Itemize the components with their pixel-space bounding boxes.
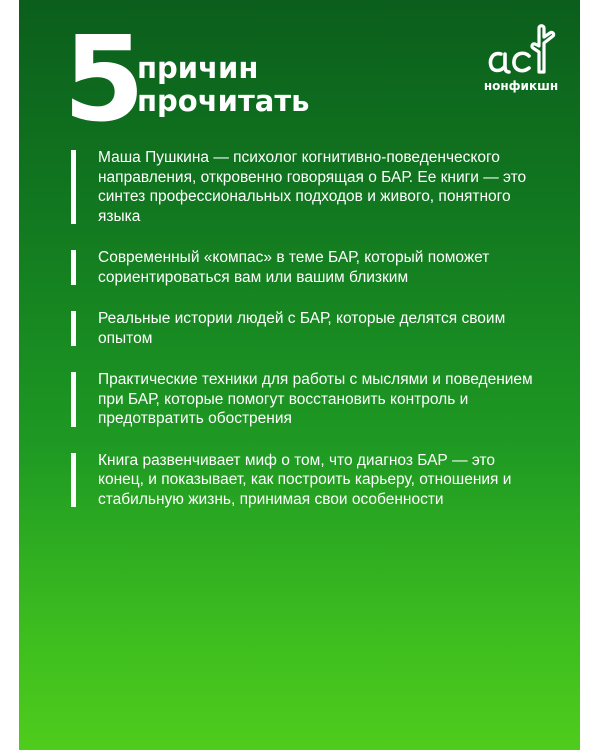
reason-text: Реальные истории людей с БАР, которые делятся своим опытом — [98, 310, 506, 347]
reason-item-3 — [71, 309, 541, 348]
publisher-logo-subtitle: нонфикшн — [483, 79, 559, 93]
reason-item-5 — [71, 451, 541, 510]
publisher-logo — [479, 22, 563, 96]
reason-text: Современный «компас» в теме БАР, который поможет сориентироваться вам или вашим близким — [98, 249, 490, 286]
title-line-1: причин — [137, 51, 259, 85]
reason-bar — [71, 453, 76, 508]
reason-item-1 — [71, 148, 541, 226]
title-line-2: прочитать — [137, 84, 310, 118]
publisher-logo-icon — [479, 22, 563, 82]
reason-bar — [71, 372, 76, 427]
page-title — [137, 52, 309, 118]
reason-item-4 — [71, 370, 541, 429]
reason-bar — [71, 150, 76, 224]
reason-text: Практические техники для работы с мыслями и поведением при БАР, которые помогут восстановить контроль и предотвратить обострения — [98, 371, 533, 427]
reason-text: Маша Пушкина — психолог когнитивно-поведенческого направления, откровенно говорящая о БАР. Ее книги — это синтез профессиональных подходов и живого, понятного языка — [98, 149, 527, 225]
reason-item-2 — [71, 248, 541, 287]
reason-bar — [71, 250, 76, 285]
reasons-list — [71, 148, 541, 531]
reason-text: Книга развенчивает миф о том, что диагноз БАР — это конец, и показывает, как построить карьеру, отношения и стабильную жизнь, принимая свои особенности — [98, 451, 512, 508]
book-promo-card — [19, 0, 580, 750]
reason-bar — [71, 311, 76, 346]
reasons-count: 5 — [63, 10, 146, 148]
